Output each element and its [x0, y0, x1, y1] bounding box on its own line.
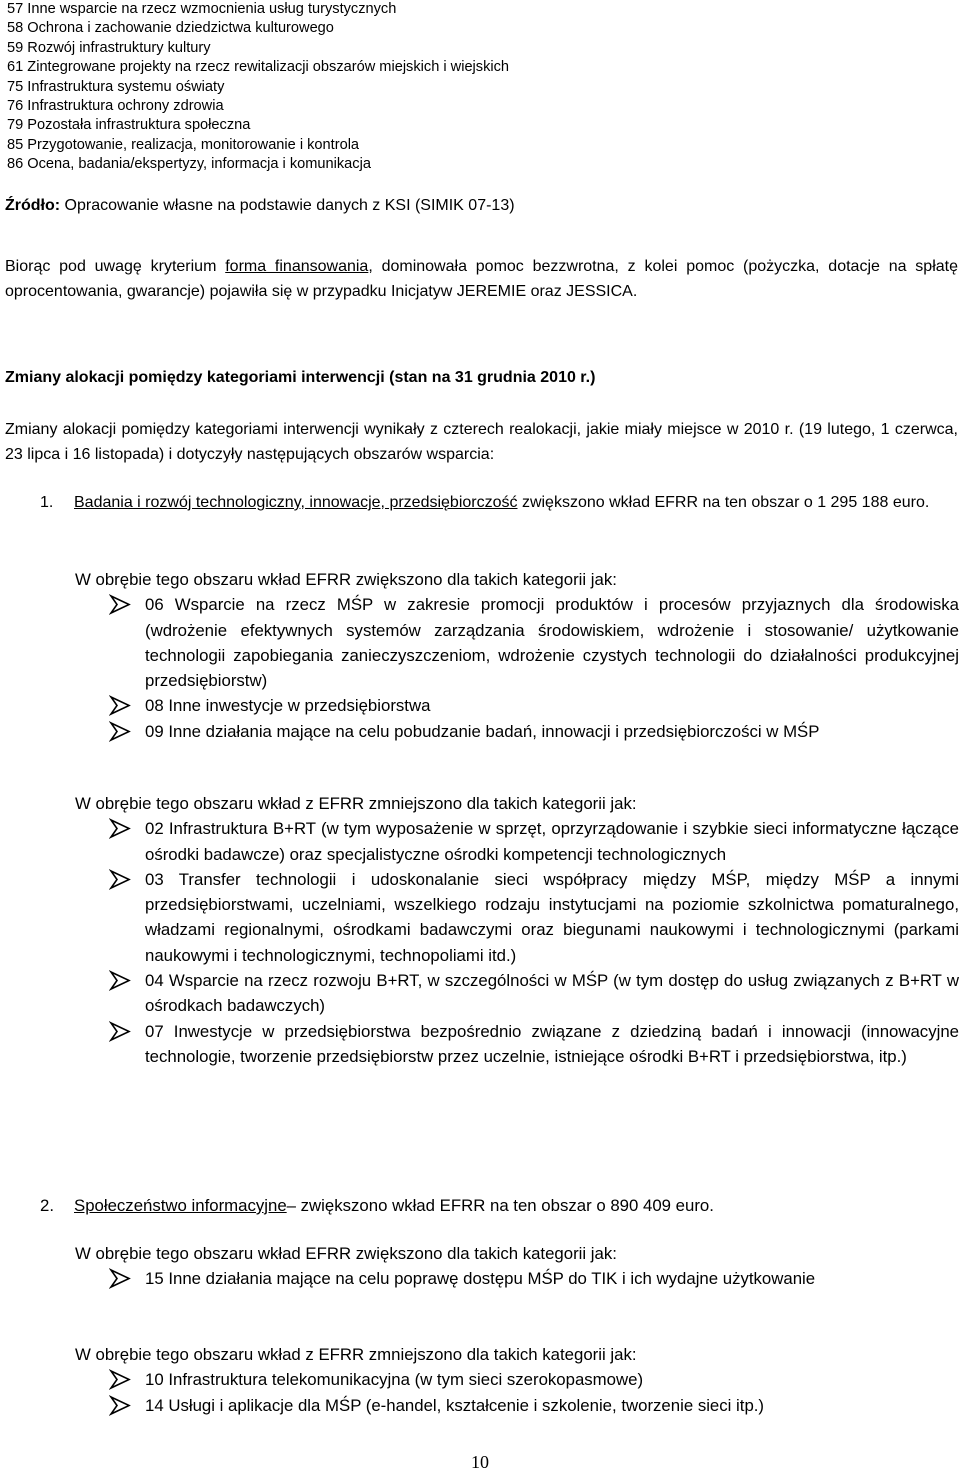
- section-intro: W obrębie tego obszaru wkład EFRR zwiększono dla takich kategorii jak:: [75, 1244, 617, 1263]
- category-code-item: 86 Ocena, badania/ekspertyzy, informacja i komunikacja: [7, 156, 371, 173]
- section-heading: Zmiany alokacji pomiędzy kategoriami interwencji (stan na 31 grudnia 2010 r.): [5, 369, 596, 386]
- list-item: [75, 719, 959, 744]
- source-label: Źródło:: [5, 197, 61, 214]
- increased-categories-section-1: [75, 567, 959, 744]
- section-intro: W obrębie tego obszaru wkład z EFRR zmniejszono dla takich kategorii jak:: [75, 1345, 637, 1364]
- list-item-text: 15 Inne działania mające na celu poprawę dostępu MŚP do TIK i ich wydajne użytkowanie: [145, 1269, 816, 1289]
- increased-categories-section-2: [75, 1241, 959, 1292]
- list-item: [75, 693, 959, 718]
- list-item-text: 08 Inne inwestycje w przedsiębiorstwa: [145, 696, 431, 716]
- arrow-bullet-icon: [109, 592, 131, 617]
- list-item-text: 14 Usługi i aplikacje dla MŚP (e-handel, kształcenie i szkolenie, tworzenie sieci itp.): [145, 1395, 765, 1415]
- underlined-term: Społeczeństwo informacyjne: [74, 1196, 287, 1215]
- list-item-text: 02 Infrastruktura B+RT (w tym wyposażenie w sprzęt, oprzyrządowanie i szybkie sieci informatyczne łączące ośrodki badawcze) oraz specjalistyczne ośrodki kompetencji technologicznych: [145, 819, 959, 864]
- list-item-text: 03 Transfer technologii i udoskonalanie sieci współpracy między MŚP, między MŚP a innymi przedsiębiorstwami, uczelniami, wszelkiego rodzaju instytucjami na poziomie szkolnictwa pomaturalnego, władzami regionalnymi, ośrodkami badawczymi oraz biegunami naukowymi i technologicznymi (parkami naukowymi i technologicznymi, technopoliami itd.): [145, 869, 959, 965]
- arrow-bullet-icon: [109, 867, 131, 892]
- list-item-text: 09 Inne działania mające na celu pobudzanie badań, innowacji i przedsiębiorczości w MŚP: [145, 721, 820, 741]
- list-item: [75, 1367, 959, 1392]
- item-text-rest: – zwiększono wkład EFRR na ten obszar o 890 409 euro.: [286, 1196, 714, 1215]
- financing-paragraph: [5, 255, 958, 304]
- arrow-bullet-icon: [109, 719, 131, 744]
- list-item: [75, 1266, 959, 1291]
- reallocation-paragraph: Zmiany alokacji pomiędzy kategoriami interwencji wynikały z czterech realokacji, jakie miały miejsce w 2010 r. (19 lutego, 1 czerwca, 23 lipca i 16 listopada) i dotyczyły następujących obszarów wsparcia:: [5, 421, 958, 463]
- decreased-categories-section-2: [75, 1342, 959, 1418]
- paragraph-text: , dominowała pomoc bezzwrotna, z kolei pomoc (pożyczka, dotacje na spłatę oprocentowania, gwarancje) pojawiła się w przypadku Inicjatyw JEREMIE oraz JESSICA.: [5, 258, 958, 300]
- item-text: [74, 1194, 714, 1218]
- arrow-bullet-icon: [109, 1393, 131, 1418]
- category-code-item: 85 Przygotowanie, realizacja, monitorowanie i kontrola: [7, 136, 360, 153]
- source-text: Opracowanie własne na podstawie danych z KSI (SIMIK 07-13): [60, 197, 515, 214]
- category-code-item: 76 Infrastruktura ochrony zdrowia: [7, 98, 224, 115]
- list-item: [75, 968, 959, 1019]
- list-item: [75, 816, 959, 867]
- underlined-term: forma finansowania: [225, 258, 369, 275]
- item-text-rest: zwiększono wkład EFRR na ten obszar o 1 295 188 euro.: [517, 494, 930, 511]
- category-code-item: 75 Infrastruktura systemu oświaty: [7, 78, 225, 95]
- category-code-item: 57 Inne wsparcie na rzecz wzmocnienia usług turystycznych: [7, 1, 397, 17]
- category-list: [75, 816, 959, 1069]
- list-item-text: 06 Wsparcie na rzecz MŚP w zakresie promocji produktów i procesów przyjaznych dla środowiska (wdrożenie efektywnych systemów zarządzania środowiskiem, wdrożenie i stosowanie/ użytkowanie technologii zapobiegania zanieczyszczeniom, wdrożenie czystych technologii do działalności produkcyjnej przedsiębiorstw): [145, 595, 959, 691]
- section-intro: W obrębie tego obszaru wkład z EFRR zmniejszono dla takich kategorii jak:: [75, 794, 637, 813]
- list-item-text: 10 Infrastruktura telekomunikacyjna (w tym sieci szerokopasmowe): [145, 1370, 644, 1390]
- arrow-bullet-icon: [109, 1019, 131, 1044]
- section-intro: W obrębie tego obszaru wkład EFRR zwiększono dla takich kategorii jak:: [75, 570, 617, 589]
- item-text: [74, 491, 959, 515]
- source-note: [5, 196, 515, 216]
- arrow-bullet-icon: [109, 1266, 131, 1291]
- list-item: [75, 592, 959, 693]
- paragraph-text: Biorąc pod uwagę kryterium: [5, 258, 226, 275]
- arrow-bullet-icon: [109, 968, 131, 993]
- underlined-term: Badania i rozwój technologiczny, innowacje, przedsiębiorczość: [74, 494, 518, 511]
- category-list: [75, 1367, 959, 1418]
- category-code-item: 79 Pozostała infrastruktura społeczna: [7, 117, 251, 134]
- category-list: [75, 1266, 959, 1291]
- list-item: [75, 867, 959, 968]
- decreased-categories-section-1: [75, 791, 959, 1069]
- category-code-item: 58 Ochrona i zachowanie dziedzictwa kulturowego: [7, 20, 334, 37]
- arrow-bullet-icon: [109, 693, 131, 718]
- category-code-item: 61 Zintegrowane projekty na rzecz rewitalizacji obszarów miejskich i wiejskich: [7, 59, 510, 76]
- arrow-bullet-icon: [109, 1367, 131, 1392]
- item-number: 2.: [40, 1196, 54, 1215]
- category-list: [75, 592, 959, 744]
- list-item: [75, 1393, 959, 1418]
- category-code-item: 59 Rozwój infrastruktury kultury: [7, 39, 211, 56]
- arrow-bullet-icon: [109, 816, 131, 841]
- list-item: [75, 1019, 959, 1070]
- list-item-text: 04 Wsparcie na rzecz rozwoju B+RT, w szczególności w MŚP (w tym dostęp do usług związanych z B+RT w ośrodkach badawczych): [145, 971, 959, 1016]
- page-number: 10: [471, 1452, 489, 1472]
- item-number: 1.: [40, 494, 54, 511]
- category-code-list: [7, 0, 509, 175]
- list-item-text: 07 Inwestycje w przedsiębiorstwa bezpośrednio związane z dziedziną badań i innowacji (innowacyjne technologie, tworzenie przedsiębiorstw przez uczelnie, istniejące ośrodki B+RT i przedsiębiorstwa, itp.): [145, 1021, 959, 1066]
